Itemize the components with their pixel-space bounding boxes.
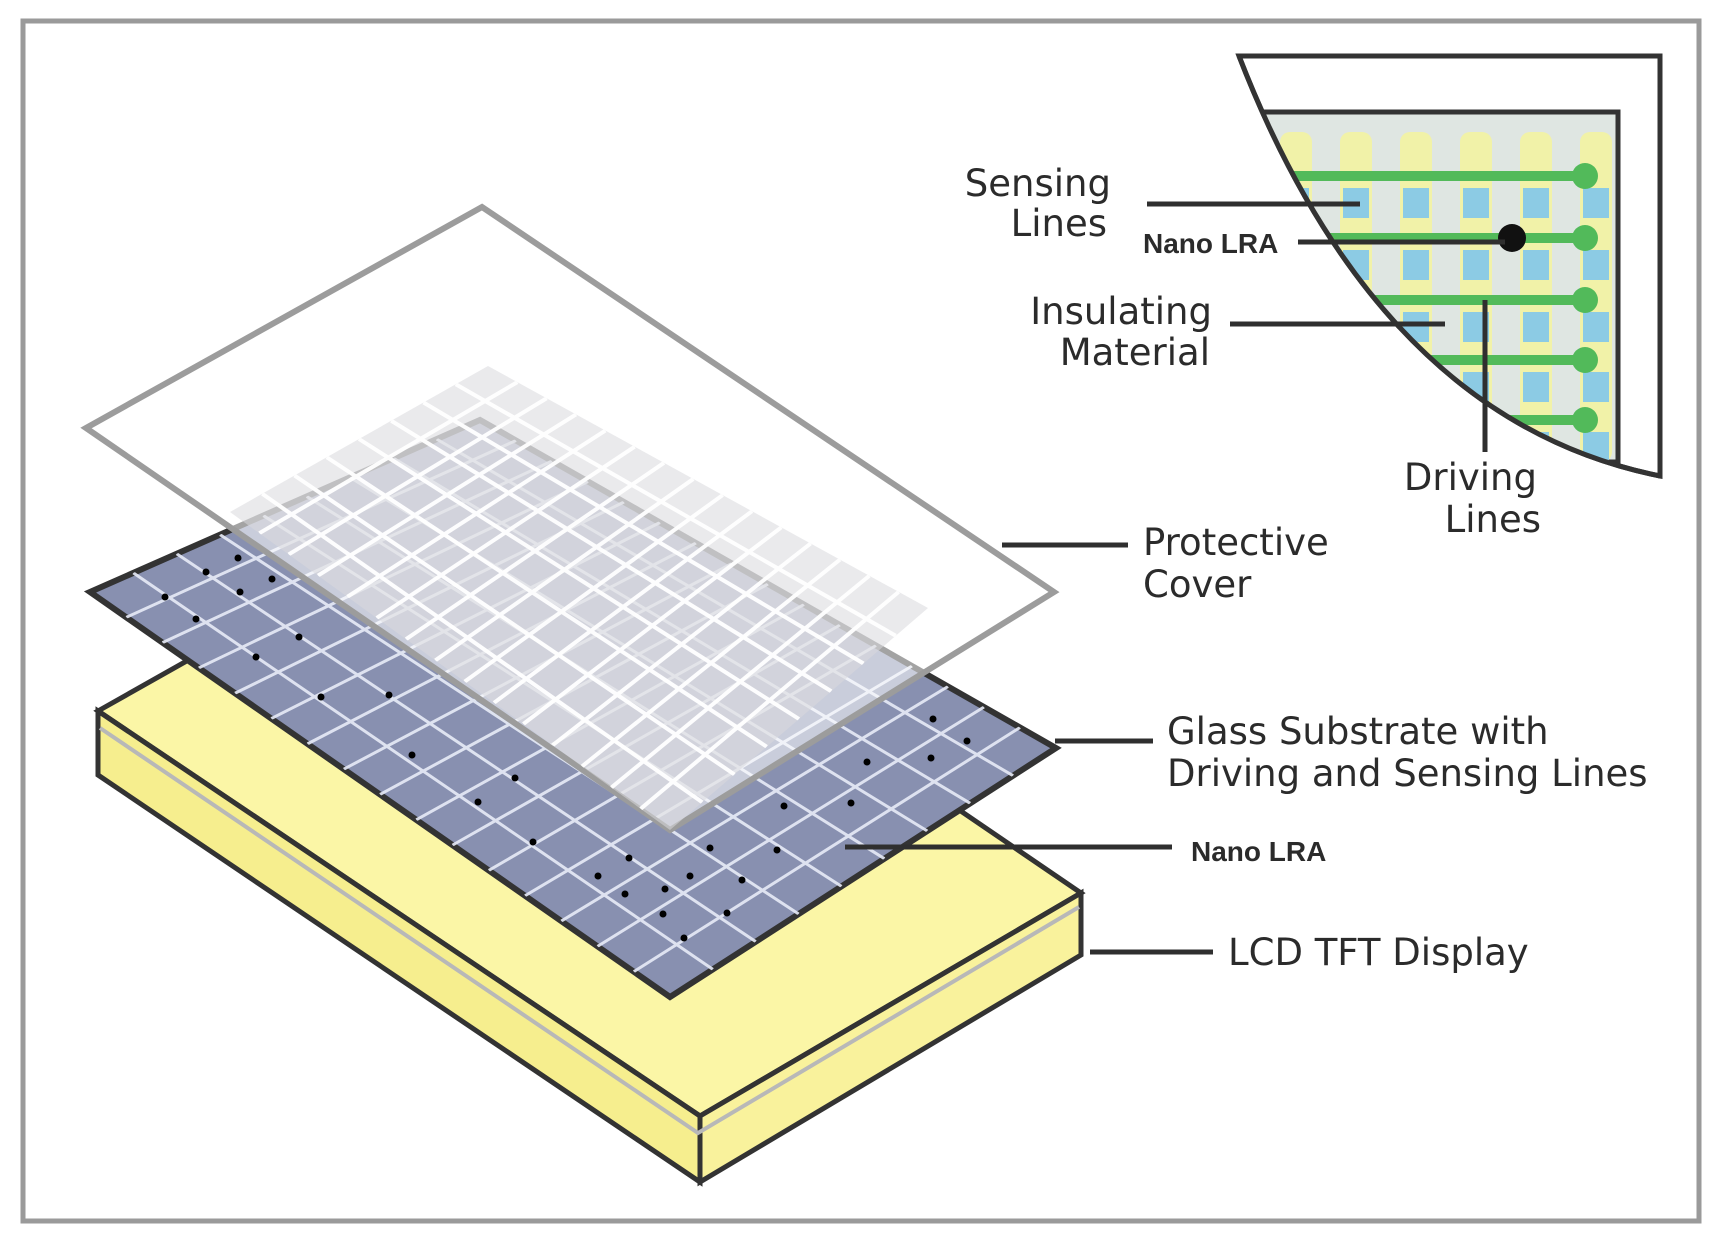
nano-lra-dot — [237, 589, 244, 596]
nano-lra-dot — [622, 891, 629, 898]
nano-lra-dot — [162, 594, 169, 601]
inset-insulating-pad — [1463, 250, 1489, 280]
nano-lra-dot — [475, 799, 482, 806]
nano-lra-dot — [626, 855, 633, 862]
label-glass-substrate-line2: Driving and Sensing Lines — [1167, 752, 1648, 795]
nano-lra-dot — [774, 847, 781, 854]
nano-lra-dot — [930, 716, 937, 723]
nano-lra-dot — [964, 738, 971, 745]
nano-lra-dot — [707, 845, 714, 852]
inset-insulating-pad — [1583, 312, 1609, 342]
inset-driving-terminal — [1572, 163, 1598, 189]
nano-lra-dot — [739, 877, 746, 884]
label-sensing-lines-line2: Lines — [1010, 202, 1107, 245]
nano-lra-dot — [193, 616, 200, 623]
nano-lra-dot — [724, 910, 731, 917]
inset-insulating-pad — [1463, 188, 1489, 218]
nano-lra-dot — [660, 911, 667, 918]
nano-lra-dot — [318, 694, 325, 701]
inset-driving-terminal — [1572, 407, 1598, 433]
inset-driving-terminal — [1572, 287, 1598, 313]
nano-lra-dot — [386, 692, 393, 699]
inset-insulating-pad — [1523, 250, 1549, 280]
inset-insulating-pad — [1403, 250, 1429, 280]
label-nano-lra-bottom: Nano LRA — [1191, 836, 1327, 867]
nano-lra-dot — [235, 555, 242, 562]
nano-lra-dot — [864, 759, 871, 766]
nano-lra-dot — [269, 576, 276, 583]
inset-nano-lra-dot — [1498, 224, 1526, 252]
nano-lra-dot — [681, 935, 688, 942]
label-nano-lra-top: Nano LRA — [1143, 228, 1279, 259]
inset-insulating-pad — [1523, 372, 1549, 402]
nano-lra-dot — [848, 800, 855, 807]
nano-lra-dot — [530, 839, 537, 846]
nano-lra-dot — [253, 654, 260, 661]
label-lcd-display: LCD TFT Display — [1228, 931, 1529, 974]
nano-lra-dot — [781, 803, 788, 810]
inset-driving-terminal — [1572, 347, 1598, 373]
label-glass-substrate-line1: Glass Substrate with — [1167, 710, 1549, 753]
nano-lra-dot — [687, 873, 694, 880]
label-insulating-material-line2: Material — [1059, 331, 1210, 374]
label-protective-cover-line2: Cover — [1143, 563, 1252, 606]
inset-driving-terminal — [1572, 225, 1598, 251]
nano-lra-dot — [512, 775, 519, 782]
inset-insulating-pad — [1583, 372, 1609, 402]
inset-insulating-pad — [1583, 188, 1609, 218]
label-sensing-lines-line1: Sensing — [964, 162, 1111, 205]
inset-insulating-pad — [1583, 250, 1609, 280]
nano-lra-dot — [928, 755, 935, 762]
nano-lra-dot — [595, 873, 602, 880]
label-driving-lines-line2: Lines — [1444, 498, 1541, 541]
label-driving-lines-line1: Driving — [1403, 456, 1537, 499]
inset-insulating-pad — [1403, 188, 1429, 218]
label-insulating-material-line1: Insulating — [1030, 290, 1212, 333]
label-protective-cover-line1: Protective — [1143, 521, 1329, 564]
nano-lra-dot — [662, 886, 669, 893]
nano-lra-dot — [296, 634, 303, 641]
inset-insulating-pad — [1523, 312, 1549, 342]
nano-lra-dot — [409, 752, 416, 759]
inset-insulating-pad — [1523, 188, 1549, 218]
nano-lra-dot — [203, 569, 210, 576]
